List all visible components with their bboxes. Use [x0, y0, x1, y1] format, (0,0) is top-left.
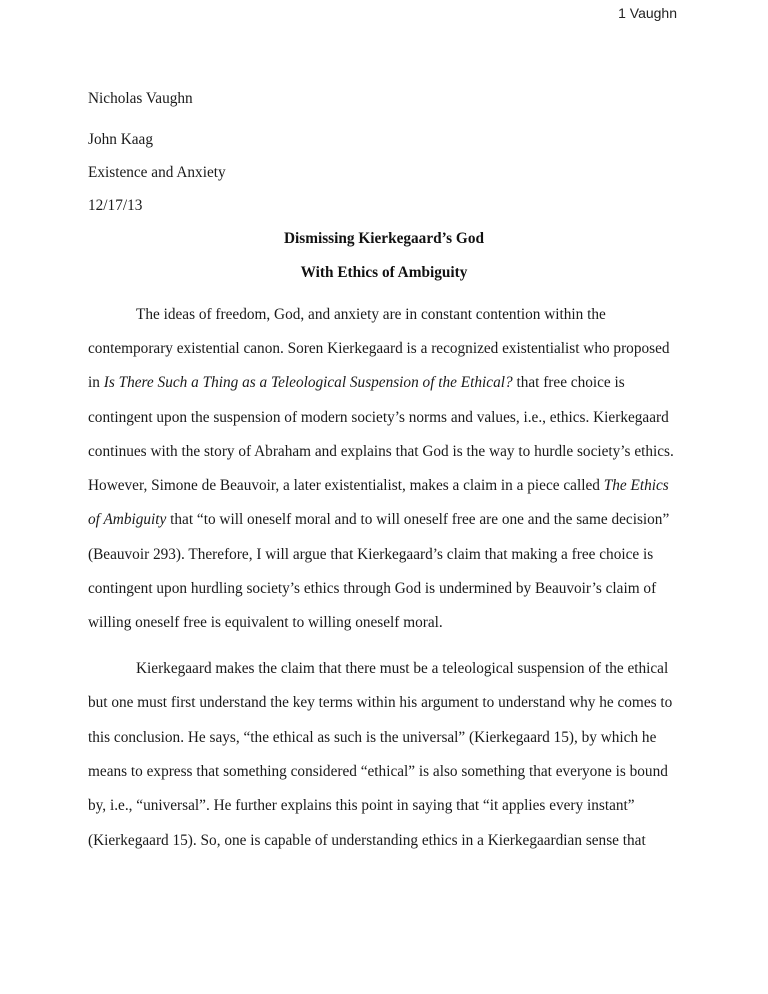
running-head: 1 Vaughn [618, 5, 677, 21]
p1-line-9: contingent upon hurdling society’s ethics through God is undermined by Beauvoir’s claim of [88, 580, 657, 597]
p1-line-3-pre: in [88, 374, 104, 391]
instructor-name: John Kaag [88, 131, 153, 148]
citation-title-kierkegaard: Is There Such a Thing as a Teleological Suspension of the Ethical? [103, 374, 513, 391]
p1-line-8: (Beauvoir 293). Therefore, I will argue that Kierkegaard’s claim that making a free choice is [88, 546, 654, 563]
date: 12/17/13 [88, 197, 143, 214]
title-line-1: Dismissing Kierkegaard’s God [283, 230, 484, 247]
p1-line-2: contemporary existential canon. Soren Kierkegaard is a recognized existentialist who proposed [88, 340, 670, 357]
p2-line-4: means to express that something considered “ethical” is also something that everyone is bound [88, 763, 668, 780]
p2-line-1: Kierkegaard makes the claim that there must be a teleological suspension of the ethical [136, 660, 669, 677]
p1-line-10: willing oneself free is equivalent to willing oneself moral. [88, 614, 443, 631]
course-name: Existence and Anxiety [88, 164, 226, 181]
p2-line-6: (Kierkegaard 15). So, one is capable of understanding ethics in a Kierkegaardian sense that [88, 832, 646, 849]
p1-line-4: contingent upon the suspension of modern society’s norms and values, i.e., ethics. Kierkegaard [88, 409, 669, 426]
author-name: Nicholas Vaughn [88, 90, 193, 107]
citation-title-beauvoir-a: The Ethics [603, 477, 669, 494]
p1-line-6 [88, 477, 669, 495]
p1-line-1: The ideas of freedom, God, and anxiety are in constant contention within the [136, 306, 606, 323]
p1-line-3 [88, 374, 625, 392]
p2-line-3: this conclusion. He says, “the ethical as such is the universal” (Kierkegaard 15), by which he [88, 729, 657, 746]
p1-line-6-pre: However, Simone de Beauvoir, a later existentialist, makes a claim in a piece called [88, 477, 604, 494]
citation-title-beauvoir-b: of Ambiguity [88, 511, 167, 528]
p1-line-5: continues with the story of Abraham and explains that God is the way to hurdle society’s ethics. [88, 443, 674, 460]
p1-line-7-post: that “to will oneself moral and to will oneself free are one and the same decision” [166, 511, 670, 528]
p1-line-3-post: that free choice is [512, 374, 625, 391]
p1-line-7 [88, 511, 669, 529]
p2-line-5: by, i.e., “universal”. He further explains this point in saying that “it applies every instant” [88, 797, 635, 814]
p2-line-2: but one must first understand the key terms within his argument to understand why he comes to [88, 694, 673, 711]
title-line-2: With Ethics of Ambiguity [300, 264, 468, 281]
